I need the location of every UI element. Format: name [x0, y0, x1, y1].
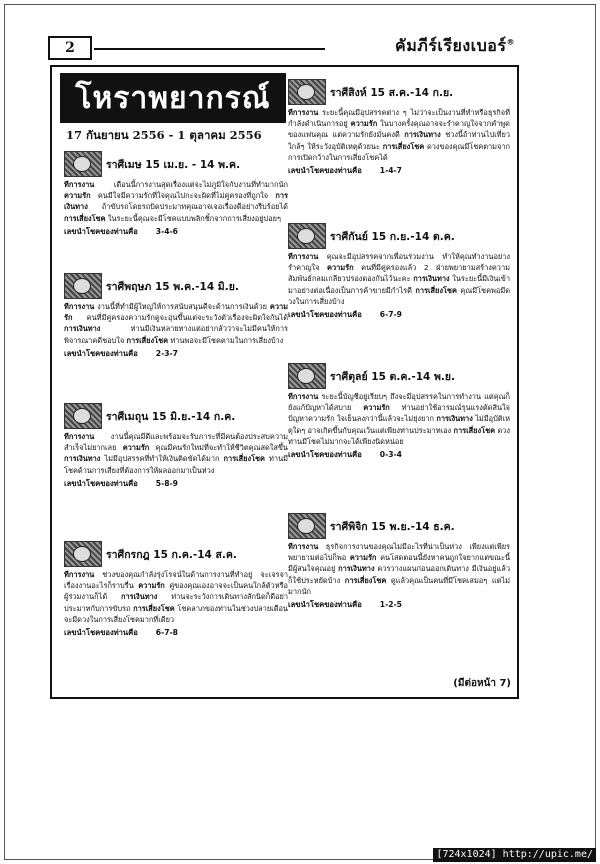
finance-text: ท่านมีเงินหลายทางแต่อย่ากลัวว่าจะไม่มีคนให้การพิจารณาคดีชอบใจ — [64, 324, 288, 345]
sign-text — [288, 391, 510, 447]
sign-gemini — [64, 403, 288, 490]
finance-text: ควรวางแผนก่อนออกเดินทาง มีเงินอยู่แล้วก็ใช้ประหยัดบ้าง — [288, 564, 510, 585]
lucky-numbers-line — [288, 449, 510, 461]
source-watermark: [724x1024] http://upic.me/ — [433, 848, 596, 862]
label-finance: การเงินทาง — [120, 592, 158, 602]
work-text: ธุรกิจการงานของคุณไม่มีอะไรที่น่าเป็นห่วง เพียงแต่เพียรพยายามต่อไปก็พอ — [288, 542, 510, 563]
love-text: คนที่มีคู่ครองแล้ว 2 ฝ่ายพยายามสร้างความสัมพันธ์กลมเกลียวปรองดองกันไว้นะคะ — [288, 263, 510, 284]
label-love: ความรัก — [122, 443, 150, 453]
sign-taurus — [64, 273, 288, 360]
lucky-label: เลขนำโชคของท่านคือ — [288, 310, 362, 320]
sign-title: ราศีกันย์ 15 ก.ย.-14 ต.ค. — [330, 230, 455, 243]
sign-text — [64, 179, 288, 224]
lucky-label: เลขนำโชคของท่านคือ — [64, 628, 138, 638]
luck-text: ดวงท่านมีโชคไม่มากจะได้เพียงนิดหน่อย — [288, 425, 511, 446]
lucky-numbers-line — [64, 348, 288, 360]
lucky-numbers-line — [64, 226, 288, 238]
sign-aries — [64, 151, 288, 238]
zodiac-gemini-image — [64, 403, 102, 429]
work-text: งานนี้คุณมีดีและพร้อมจะรับภาระที่มีคนต้องประสบความสำเร็จไม่ยากเลย — [64, 432, 288, 453]
label-luck: การเสี่ยงโชค — [223, 454, 266, 464]
lucky-numbers: 1-2-5 — [379, 600, 402, 610]
sign-title: ราศีเมถุน 15 มิ.ย.-14 ก.ค. — [106, 410, 236, 423]
sign-virgo — [288, 223, 510, 321]
label-finance: การเงินทาง — [64, 454, 101, 464]
sign-title: ราศีกรกฎ 15 ก.ค.-14 ส.ค. — [106, 548, 237, 561]
lucky-numbers-line — [64, 478, 288, 490]
work-text: งานนี้ที่ทำมีผู้ใหญ่ให้การสนับสนุนดีจะด้านการเงินด้วย — [97, 302, 267, 311]
lucky-numbers: 6-7-8 — [155, 628, 178, 638]
label-love: ความรัก — [327, 263, 354, 273]
lucky-numbers-line — [64, 627, 288, 639]
label-work: ทีการงาน — [288, 252, 319, 261]
zodiac-scorpio-image — [288, 513, 326, 539]
label-work: ทีการงาน — [288, 392, 319, 401]
label-finance: การเงินทาง — [64, 191, 288, 212]
lucky-label: เลขนำโชคของท่านคือ — [64, 348, 138, 358]
zodiac-leo-image — [288, 79, 326, 105]
sign-title: ราศีพฤษภ 15 พ.ค.-14 มิ.ย. — [106, 280, 239, 293]
luck-text: ท่านพอจะมีโชคตามในการเสี่ยงบ้าง — [170, 335, 284, 345]
sign-text — [64, 431, 288, 476]
lucky-label: เลขนำโชคของท่านคือ — [288, 450, 362, 460]
work-text: คุณจะมีอุปสรรคจากเพื่อนร่วมงาน ทำให้คุณทำงานอย่างรำคาญใจ — [288, 252, 510, 273]
finance-text: ช่วงนี้ถ้าท่านไปเที่ยวใกล้ๆ ให้ระวังอุบัติเหตุด้วยนะ — [288, 130, 511, 151]
horoscope-banner: โหราพยากรณ์ — [60, 73, 286, 123]
work-text: ระยะนี้คุณมีอุปสรรคต่าง ๆ ไม่ว่าจะเป็นงานที่ทำหรือธุรกิจที่กำลังดำเนินการอยู่ — [288, 108, 510, 129]
luck-text: คุณมีโชคพอมีดวงในการเสี่ยงบ้าง — [288, 285, 510, 306]
magazine-title — [395, 34, 515, 59]
label-work: ทีการงาน — [288, 542, 319, 551]
love-text: คุณมีคนรักใหม่ที่จะทำให้ชีวิตคุณสดใสขึ้น — [155, 443, 288, 453]
zodiac-libra-image — [288, 363, 326, 389]
lucky-label: เลขนำโชคของท่านคือ — [64, 478, 138, 488]
label-love: ความรัก — [64, 302, 288, 323]
work-text: ระยะนี้บัญชีอยู่เรียบๆ ถึงจะมีอุปสรรคในการทำงาน แต่คุณก็ยังแก้ปัญหาได้สบาย — [288, 392, 510, 413]
label-luck: การเสี่ยงโชค — [133, 603, 175, 613]
label-luck: การเสี่ยงโชค — [453, 425, 496, 435]
finance-text: ถ้าขับรถโดยรถบิดประมาทคุณอาจเจอเรื่องดีอย่างรีบร้อยได้ — [101, 202, 288, 212]
luck-text: ในระยะนี้คุณจะมีโชคแบบพลิกชิ้กจากการเสี่ยงอยู่บ่อยๆ — [107, 213, 281, 223]
love-text: คนโสดตอนนี้ยังหาคนถูกใจยากแต่ขณะนี้มีผู้สนใจคุณอยู่ — [288, 553, 510, 574]
label-work: ทีการงาน — [64, 180, 95, 189]
header-rule — [94, 48, 325, 50]
lucky-numbers-line — [288, 599, 510, 611]
label-finance: การเงินทาง — [413, 274, 450, 284]
sign-cancer — [64, 541, 288, 639]
love-text: คนมีใจมีความรักที่ใจคุณไปกะจะผิดที่ไม่คู่ครองที่ถูกใจ — [97, 191, 269, 201]
sign-text — [64, 569, 288, 625]
sign-text — [288, 251, 510, 307]
label-love: ความรัก — [64, 191, 91, 201]
page-number: 2 — [48, 36, 92, 60]
horoscope-box — [50, 65, 519, 699]
lucky-numbers: 3-4-6 — [155, 226, 178, 236]
lucky-numbers-line — [288, 165, 510, 177]
lucky-label: เลขนำโชคของท่านคือ — [64, 226, 138, 236]
sign-leo — [288, 79, 510, 177]
sign-title: ราศีพิจิก 15 พ.ย.-14 ธ.ค. — [330, 520, 455, 533]
lucky-numbers: 0-3-4 — [379, 450, 402, 460]
sign-header — [64, 151, 288, 177]
label-work: ทีการงาน — [64, 570, 95, 579]
finance-text: ไม่มีอุบัติเหตุใดๆ อาจเกิดขึ้นกับคุณเว้นแต่เพียงท่านประมาทเอง — [288, 414, 510, 435]
luck-text: ดูแล้วคุณเป็นคนที่มีโชคเสมอๆ แต่ไม่มากนัก — [288, 575, 510, 596]
sign-text — [288, 541, 510, 597]
sign-header — [64, 541, 288, 567]
continued-note: (มีต่อหน้า 7) — [453, 678, 511, 689]
finance-text: ไม่มีอุปสรรคที่ทำให้เงินติดขัดได้มาก — [104, 454, 220, 464]
sign-header — [288, 363, 510, 389]
label-luck: การเสี่ยงโชค — [344, 575, 387, 585]
label-work: ทีการงาน — [64, 302, 95, 311]
sign-title: ราศีเมษ 15 เม.ย. - 14 พ.ค. — [106, 158, 241, 171]
lucky-label: เลขนำโชคของท่านคือ — [288, 166, 362, 176]
label-love: ความรัก — [138, 581, 165, 591]
lucky-numbers: 1-4-7 — [379, 166, 402, 176]
zodiac-aries-image — [64, 151, 102, 177]
date-range: 17 กันยายน 2556 - 1 ตุลาคม 2556 — [66, 128, 262, 142]
sign-header — [288, 513, 510, 539]
sign-header — [64, 403, 288, 429]
sign-scorpio — [288, 513, 510, 611]
zodiac-cancer-image — [64, 541, 102, 567]
work-text: เดือนนี้การงานสุดเรื่องแต่จะไม่ภูมิใจกับงานที่ทำมากนัก — [113, 180, 288, 189]
registered-mark: ® — [506, 37, 515, 47]
zodiac-taurus-image — [64, 273, 102, 299]
finance-text: ท่านจะระวังการเดินทางสักนิดก็ดีอย่าประมาทกับการขับรถ — [64, 592, 288, 613]
label-luck: การเสี่ยงโชค — [382, 141, 425, 151]
label-finance: การเงินทาง — [64, 324, 101, 334]
label-finance: การเงินทาง — [404, 130, 441, 140]
label-luck: การเสี่ยงโชค — [126, 335, 169, 345]
left-column — [60, 73, 292, 638]
label-work: ทีการงาน — [64, 432, 95, 441]
sign-text — [288, 107, 510, 163]
page-header — [48, 36, 515, 60]
luck-text: ดวงของคุณมีโชคตามจากการเปิดกว้างในการเสี่ยงโชคได้ — [288, 141, 510, 162]
sign-header — [64, 273, 288, 299]
sign-libra — [288, 363, 510, 461]
lucky-label: เลขนำโชคของท่านคือ — [288, 600, 362, 610]
love-text: คนที่มีคู่ครองความรักดูจะอุ่นขึ้นแต่จะระวังตัวเรื่องจะผิดใจกันได้ — [86, 313, 288, 323]
luck-text: โชคลาภของท่านในช่วงปลายเดือนจะมีดวงในการเสี่ยงโชคมากที่เดียว — [64, 603, 288, 624]
sign-header — [288, 79, 510, 105]
luck-text: ท่านมีโชคด้านการเสี่ยงที่ต้องการให้ผลออกมาเป็นห่วง — [64, 454, 288, 475]
love-text: ในบางครั้งคุณอาจจะรำคาญใจจากคำพูดของแฟนคุณ แต่ความรักยังมั่นคงดี — [288, 119, 510, 140]
sign-text — [64, 301, 288, 346]
label-work: ทีการงาน — [288, 108, 319, 117]
label-love: ความรัก — [349, 553, 377, 563]
label-luck: การเสี่ยงโชค — [64, 213, 106, 223]
magazine-title-text: คัมภีร์เรียงเบอร์ — [395, 36, 507, 55]
lucky-numbers: 2-3-7 — [155, 348, 178, 358]
sign-title: ราศีตุลย์ 15 ต.ค.-14 พ.ย. — [330, 370, 456, 383]
sign-header — [288, 223, 510, 249]
lucky-numbers: 6-7-9 — [379, 310, 402, 320]
label-love: ความรัก — [363, 403, 390, 413]
lucky-numbers: 5-8-9 — [155, 478, 178, 488]
love-text: ท่านอย่าใช้อารมณ์รุนแรงตัดสินใจปัญหาความรัก ใจเย็นลงกว่านี้แล้วจะไม่ยุ่งยาก — [288, 403, 510, 424]
label-finance: การเงินทาง — [436, 414, 473, 424]
sign-title: ราศีสิงห์ 15 ส.ค.-14 ก.ย. — [330, 86, 454, 99]
finance-text: ในระยะนี้มีเงินเข้ามาอย่างต่อเนื่องเป็นการค้าขายมีกำไรดี — [288, 274, 510, 295]
zodiac-virgo-image — [288, 223, 326, 249]
work-text: ช่วงของคุณกำลังรุ่งโรจน์ในด้านการงานที่ทำอยู่ จะเจรจาเรื่องงานอะไรก็ราบรื่น — [64, 570, 288, 591]
lucky-numbers-line — [288, 309, 510, 321]
label-finance: การเงินทาง — [338, 564, 375, 574]
label-love: ความรัก — [350, 119, 378, 129]
label-luck: การเสี่ยงโชค — [415, 285, 457, 295]
love-text: คู่ของคุณเองอาจจะเป็นคนใกล้ตัวหรือผู้ร่วมงานก็ได้ — [64, 581, 288, 602]
